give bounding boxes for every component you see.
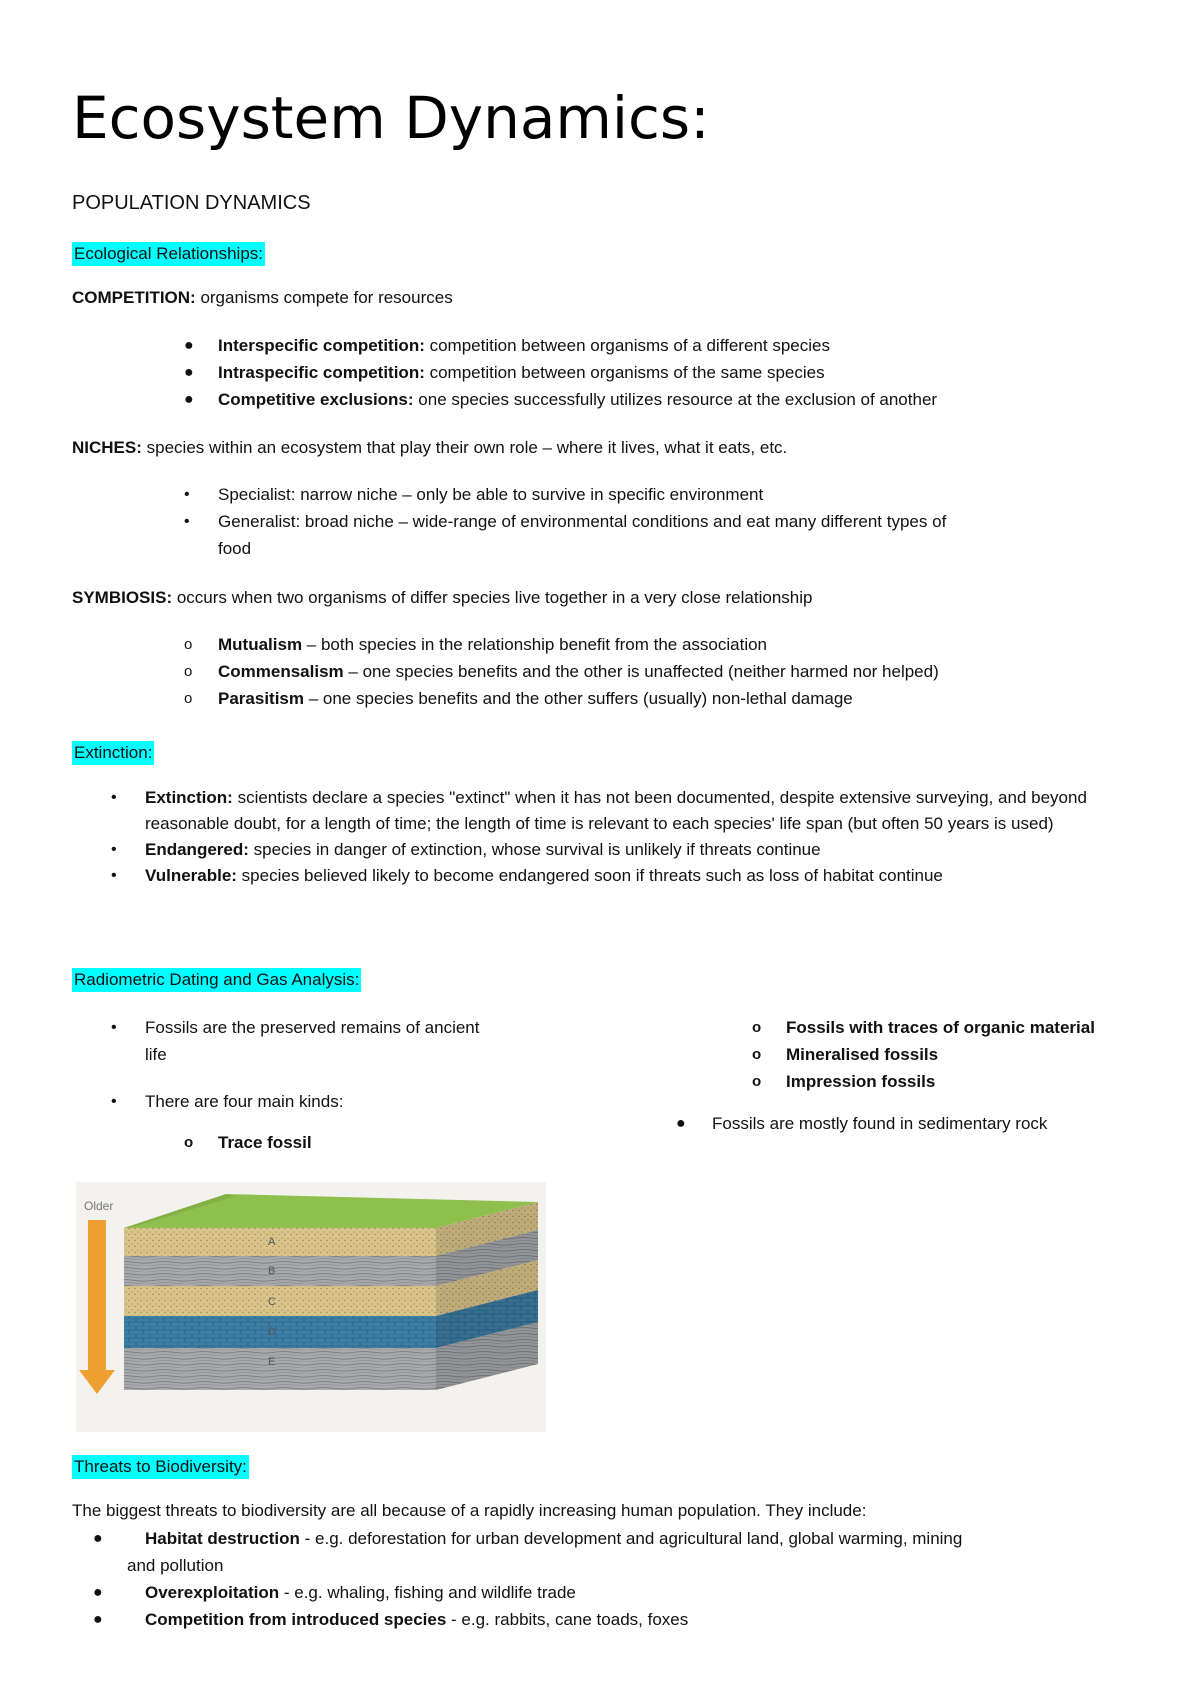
symbiosis-text: occurs when two organisms of differ species live together in a very close relationship [172, 588, 813, 607]
extinction-list [111, 785, 1135, 889]
item-text: - e.g. deforestation for urban development and agricultural land, global warming, mining [299, 1529, 963, 1548]
item-text-cont: and pollution [127, 1556, 224, 1575]
item-text: Fossils are the preserved remains of ancient [145, 1018, 480, 1037]
heading-extinction: Extinction: [72, 741, 154, 765]
item-term: Fossils with traces of organic material [786, 1018, 1095, 1037]
item-text: – one species benefits and the other is unaffected (neither harmed nor helped) [343, 662, 939, 681]
circle-bullet-icon: o [184, 663, 193, 680]
niches-text: species within an ecosystem that play their own role – where it lives, what it eats, etc. [141, 438, 788, 457]
item-text: species believed likely to become endangered soon if threats such as loss of habitat continue [236, 866, 943, 885]
threats-intro: The biggest threats to biodiversity are all because of a rapidly increasing human population. They include: [72, 1501, 867, 1520]
item-text: competition between organisms of the same species [424, 363, 825, 382]
symbiosis-label: SYMBIOSIS: [72, 588, 173, 607]
item-text: scientists declare a species "extinct" when it has not been documented, despite extensive surveying, and beyond reasonable doubt, for a length of time; the length of time is relevant to each species' life span (but often 50 years is used) [145, 788, 1087, 833]
bullet-icon: ● [93, 1611, 103, 1628]
threats-list [93, 1525, 1137, 1633]
heading-ecological-relationships: Ecological Relationships: [72, 242, 265, 266]
heading-radiometric-dating: Radiometric Dating and Gas Analysis: [72, 968, 361, 992]
item-term: Trace fossil [218, 1133, 312, 1152]
item-text-cont: life [145, 1045, 167, 1064]
symbiosis-definition [72, 587, 812, 609]
list-item [752, 1014, 1095, 1041]
circle-bullet-icon: o [184, 690, 193, 707]
item-text: - e.g. rabbits, cane toads, foxes [446, 1610, 689, 1629]
layer-label-b: B [268, 1265, 276, 1277]
bullet-icon: ● [676, 1115, 686, 1132]
circle-bullet-icon: o [752, 1046, 762, 1063]
item-term: Commensalism [218, 662, 344, 681]
bullet-icon: • [184, 513, 190, 530]
list-item [93, 1606, 1137, 1633]
arrow-label: Older [84, 1199, 114, 1213]
rock-strata-figure [76, 1182, 546, 1432]
rock-strata-svg [76, 1182, 546, 1432]
circle-bullet-icon: o [752, 1073, 762, 1090]
bullet-icon: ● [93, 1584, 103, 1601]
item-term: Habitat destruction [145, 1529, 300, 1548]
item-text: one species successfully utilizes resource at the exclusion of another [413, 390, 938, 409]
layer-label-d: D [268, 1326, 276, 1338]
bullet-icon: • [111, 841, 117, 858]
item-text: food [218, 539, 252, 558]
list-item [111, 837, 1135, 863]
layer-label-a: A [268, 1236, 276, 1248]
item-term: Vulnerable: [145, 866, 237, 885]
bullet-icon: • [184, 486, 190, 503]
fossils-sub-left-list [184, 1129, 312, 1156]
bullet-icon: ● [184, 337, 194, 354]
strata-front-face [124, 1228, 436, 1390]
item-term: Interspecific competition: [218, 336, 425, 355]
item-text: Specialist: narrow niche – only be able to survive in specific environment [218, 485, 764, 504]
item-text: There are four main kinds: [145, 1092, 344, 1111]
bullet-icon: ● [184, 391, 194, 408]
list-item [111, 1014, 565, 1068]
competition-text: organisms compete for resources [195, 288, 453, 307]
bullet-icon: ● [93, 1530, 103, 1547]
niches-list [184, 481, 947, 562]
older-arrow-shaft [88, 1220, 106, 1370]
item-term: Impression fossils [786, 1072, 936, 1091]
list-item [676, 1110, 1048, 1137]
layer-d [124, 1316, 436, 1348]
list-item [93, 1525, 1137, 1579]
list-item [111, 863, 1135, 889]
fossils-left-list [111, 1014, 565, 1115]
list-item [93, 1579, 1137, 1606]
bullet-icon: • [111, 1093, 117, 1110]
item-term: Extinction: [145, 788, 233, 807]
list-item [111, 1088, 565, 1115]
bullet-icon: ● [184, 364, 194, 381]
item-term: Competitive exclusions: [218, 390, 414, 409]
symbiosis-list [184, 631, 939, 712]
bullet-icon: • [111, 867, 117, 884]
list-item [752, 1041, 1095, 1068]
item-text: – one species benefits and the other suffers (usually) non-lethal damage [304, 689, 853, 708]
bullet-icon: • [111, 789, 117, 806]
item-text: Fossils are mostly found in sedimentary rock [712, 1114, 1048, 1133]
layer-label-e: E [268, 1356, 276, 1368]
layer-e [124, 1348, 436, 1390]
circle-bullet-icon: o [184, 636, 193, 653]
layer-c [124, 1286, 436, 1316]
list-item [184, 332, 937, 359]
page-title: Ecosystem Dynamics: [72, 84, 710, 152]
section-heading: POPULATION DYNAMICS [72, 192, 311, 214]
item-text: competition between organisms of a different species [424, 336, 830, 355]
list-item [184, 658, 939, 685]
layer-a [124, 1228, 436, 1256]
heading-threats-to-biodiversity: Threats to Biodiversity: [72, 1455, 249, 1479]
item-term: Intraspecific competition: [218, 363, 425, 382]
strata-side-face [436, 1202, 538, 1390]
list-item [111, 785, 1135, 837]
item-term: Competition from introduced species [145, 1610, 447, 1629]
circle-bullet-icon: o [184, 1134, 194, 1151]
niches-label: NICHES: [72, 438, 142, 457]
competition-list [184, 332, 938, 413]
fossils-sub-right-list [752, 1014, 1095, 1095]
list-item [184, 1129, 312, 1156]
item-term: Mineralised fossils [786, 1045, 939, 1064]
list-item [184, 481, 946, 508]
item-text: – both species in the relationship benefit from the association [302, 635, 768, 654]
competition-definition [72, 287, 453, 309]
layer-b [124, 1256, 436, 1286]
item-term: Parasitism [218, 689, 304, 708]
item-term: Overexploitation [145, 1583, 280, 1602]
list-item [184, 508, 947, 535]
list-item [184, 631, 939, 658]
item-term: Mutualism [218, 635, 303, 654]
circle-bullet-icon: o [752, 1019, 762, 1036]
item-term: Endangered: [145, 840, 249, 859]
niches-definition [72, 437, 787, 459]
layer-label-c: C [268, 1296, 276, 1308]
item-text: - e.g. whaling, fishing and wildlife trade [279, 1583, 576, 1602]
list-item [184, 386, 938, 413]
item-text: Generalist: broad niche – wide-range of environmental conditions and eat many different types of [218, 512, 947, 531]
item-text: species in danger of extinction, whose survival is unlikely if threats continue [248, 840, 821, 859]
list-item [184, 359, 937, 386]
list-item [752, 1068, 1095, 1095]
fossils-right-list [676, 1110, 1048, 1137]
bullet-icon: • [111, 1019, 117, 1036]
list-item [218, 535, 946, 562]
list-item [184, 685, 939, 712]
competition-label: COMPETITION: [72, 288, 196, 307]
older-arrow-head [79, 1370, 115, 1394]
